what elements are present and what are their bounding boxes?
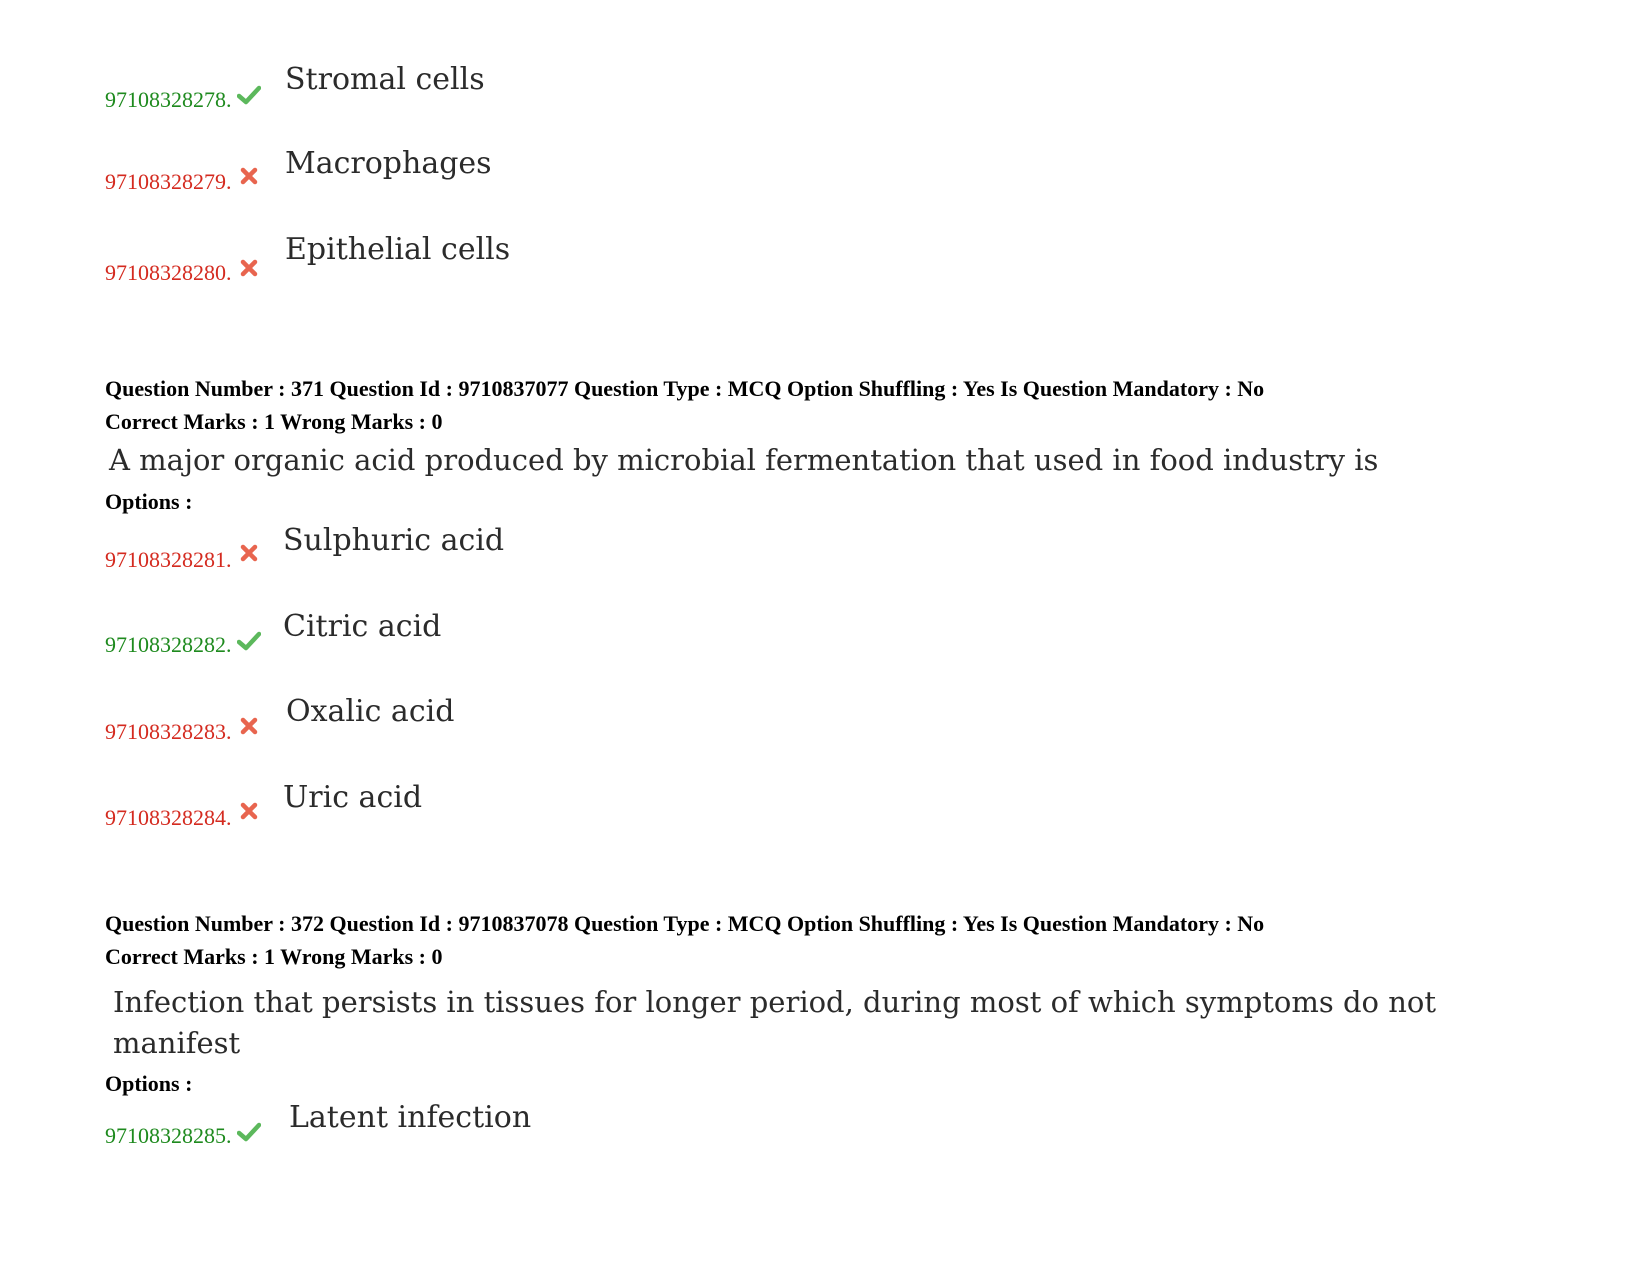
question-text-line2: manifest [113, 1026, 241, 1060]
check-icon [237, 629, 261, 653]
option-text: Macrophages [285, 146, 492, 181]
question-meta-line1: Question Number : 372 Question Id : 9710837078 Question Type : MCQ Option Shuffling : Yes Is Question Mandatory : No [105, 911, 1265, 936]
option-text: Sulphuric acid [283, 523, 505, 558]
option-row [105, 62, 805, 126]
check-icon [237, 83, 261, 107]
option-row [105, 232, 805, 298]
option-text: Latent infection [289, 1100, 532, 1135]
question-meta-line1: Question Number : 371 Question Id : 9710837077 Question Type : MCQ Option Shuffling : Yes Is Question Mandatory : No [105, 376, 1265, 401]
option-id: 97108328282. [105, 632, 232, 657]
option-id: 97108328278. [105, 87, 232, 112]
option-id: 97108328281. [105, 547, 232, 572]
option-text: Uric acid [283, 780, 423, 815]
question-meta-line2: Correct Marks : 1 Wrong Marks : 0 [105, 409, 443, 434]
cross-icon [239, 801, 263, 825]
cross-icon [239, 166, 263, 190]
question-meta-line2: Correct Marks : 1 Wrong Marks : 0 [105, 944, 443, 969]
option-id: 97108328280. [105, 260, 232, 285]
option-id: 97108328283. [105, 719, 232, 744]
cross-icon [239, 258, 263, 282]
cross-icon [239, 543, 263, 567]
option-id: 97108328285. [105, 1123, 232, 1148]
question-text: A major organic acid produced by microbial fermentation that used in food industry is [109, 443, 1379, 477]
check-icon [237, 1120, 261, 1144]
option-row [105, 1100, 805, 1164]
option-row [105, 148, 805, 208]
option-text: Citric acid [283, 609, 442, 644]
options-label: Options : [105, 489, 193, 514]
option-text: Stromal cells [285, 62, 485, 97]
option-row [105, 606, 805, 666]
option-text: Oxalic acid [286, 694, 455, 729]
option-id: 97108328284. [105, 805, 232, 830]
question-text-line1: Infection that persists in tissues for longer period, during most of which symptoms do not [113, 985, 1436, 1019]
cross-icon [239, 716, 263, 740]
option-row [105, 521, 805, 581]
option-row [105, 695, 805, 755]
option-row [105, 780, 805, 840]
option-text: Epithelial cells [285, 232, 511, 267]
option-id: 97108328279. [105, 169, 232, 194]
options-label: Options : [105, 1071, 193, 1096]
